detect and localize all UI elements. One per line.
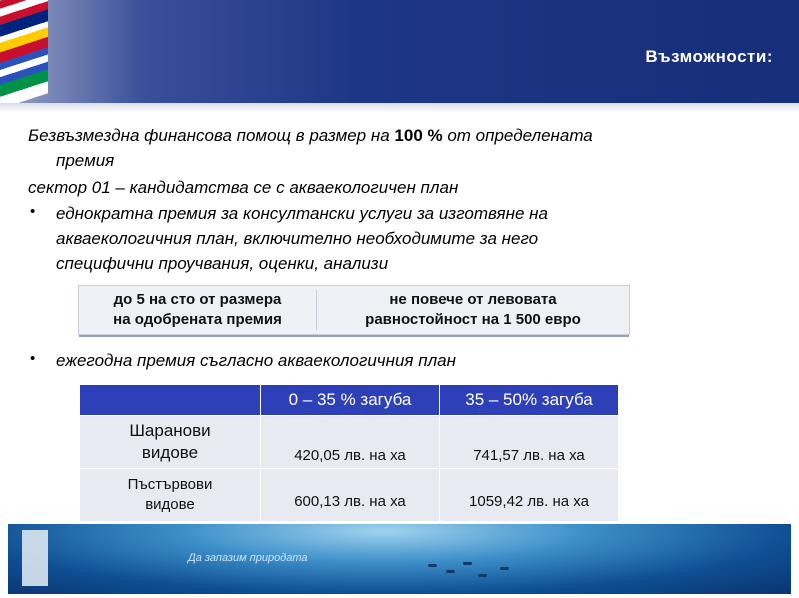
header-shadow [0,103,799,113]
table2-divider [260,385,261,521]
table1-left-line-1: до 5 на сто от размера [113,291,282,308]
annual-premium-table [80,385,618,521]
table2-row-label [80,416,260,468]
intro-line-2: премия [56,151,115,170]
bullet-2-text: ежегодна премия съгласно акваекологичния план [56,351,456,370]
row-1-label-line-2: видове [141,443,199,462]
fish-icon [446,570,455,573]
table2-cell: 600,13 лв. на ха [294,492,406,510]
table1-right-line-1: не повече от левовата [389,291,557,308]
bullet-1-line-3: специфични проучвания, оценки, анализи [56,254,389,273]
bullet-1-line-2: акваекологичния план, включително необходимите за него [56,229,539,248]
table2-divider [439,385,440,521]
intro-text-start: Безвъзмездна финансова помощ в размер на [28,126,395,145]
intro-line-3: сектор 01 – кандидатства се с акваекологичен план [28,178,459,197]
table2-col-header-2: 35 – 50% загуба [440,385,618,415]
intro-text-end: от определената [442,126,593,145]
page-title: Възможности: [645,47,773,66]
bullet-1-line-1: еднократна премия за консултански услуги за изготвяне на [56,204,548,223]
intro-line-1 [28,124,593,148]
table1-right-line-2: равностойност на 1 500 евро [365,311,581,328]
intro-percent: 100 % [394,126,443,145]
bullet-2-marker: • [30,350,36,367]
flags-image [0,0,48,103]
fish-icon [478,574,487,577]
table2-cell: 420,05 лв. на ха [294,446,406,464]
row-2-label-line-2: видове [145,496,195,513]
logo-icon [22,530,48,586]
table2-row-label [80,469,260,521]
header-banner [0,0,799,103]
row-2-label-line-1: Пъстървови [127,476,213,493]
table2-cell: 1059,42 лв. на ха [469,492,589,510]
bullet-1-marker: • [30,203,36,220]
consultancy-premium-table [78,285,630,335]
ocean-footer-image [8,524,791,594]
table2-divider [80,468,618,469]
fish-icon [428,564,437,567]
table1-shadow [79,335,629,337]
table1-left-cell [79,286,316,334]
fish-icon [500,567,509,570]
table2-cell: 741,57 лв. на ха [473,446,585,464]
footer-tagline: Да запазим природата [188,552,308,564]
table1-right-cell [317,286,629,334]
table1-left-line-2: на одобрената премия [113,311,282,328]
fish-icon [463,562,472,565]
table2-col-header-1: 0 – 35 % загуба [261,385,439,415]
row-1-label-line-1: Шаранови [129,421,211,440]
